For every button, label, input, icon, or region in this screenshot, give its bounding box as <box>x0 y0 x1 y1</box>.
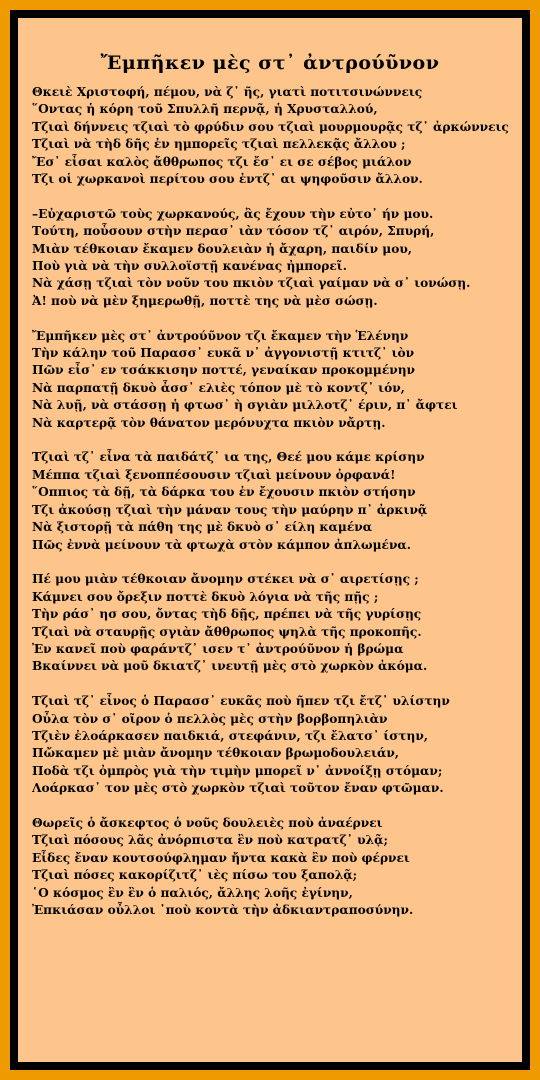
poem-line: Τζιαὶ νὰ σταυρῇς σγιὰν ἄθθρωπος ψηλὰ τῆς προκοπῆς. <box>32 624 422 639</box>
black-frame <box>10 10 530 1070</box>
stanza <box>32 84 518 188</box>
poem-line: Νὰ παρπατῇ δκυὸ ἆσσ᾽ ελιὲς τόπον μὲ τὸ κοντζ᾽ ιόν, <box>32 380 405 395</box>
poem-line: Πῶς ἐννὰ μείνουν τὰ φτωχὰ στὸν κάμπον ἀπλωμένα. <box>32 537 412 552</box>
poem-line: ῞Οντας ἡ κόρη τοῦ Σπυλλῆ περνᾷ, ἡ Χρυσταλλού, <box>32 102 378 117</box>
stanza <box>32 693 518 797</box>
poem-line: –Εὐχαριστῶ τοὺς χωρκανούς, ἂς ἔχουν τὴν εὐτο᾽ ήν μου. <box>32 206 434 221</box>
poem-line: Ἐν κανεῖ ποὺ φαράντζ᾽ ισεν τ᾽ ἀντρούῦνον ἡ βρώμα <box>32 641 404 656</box>
poem-line: Τζιαὶ τζ᾽ εἶνος ὁ Παρασσ᾽ ευκᾶς ποὺ ῆπεν τζι ἔτζ᾽ υλίστην <box>32 694 450 709</box>
poem-line: Νὰ λυῇ, νὰ στάσσῃ ἡ φτωσ᾽ ὴ σγιὰν μιλλοτζ᾽ έριν, π᾽ ἄφτει <box>32 398 458 413</box>
poem-line: Θκειὲ Χριστοφή, πέμου, νὰ ζ᾽ ῆς, γιατὶ ποτιτσινώννεις <box>32 85 423 99</box>
poem-line: Νὰ χάσῃ τζιαὶ τὸν νοῦν του πκιὸν τζιαὶ γαίμαν νὰ σ᾽ ιονώσῃ. <box>32 276 471 291</box>
poem-line: Πῶν εἶσ᾽ εν τσάκκισην ποττέ, γεναίκαν προκομμένην <box>32 363 416 378</box>
poem-line: Νὰ καρτερᾷ τὸν θάνατον μερόνυχτα πκιὸν νἄρτῃ. <box>32 415 386 430</box>
poem-line: Μιὰν τέθκοιαν ἔκαμεν δουλειὰν ἡ ἄχαρη, παιδίν μου, <box>32 241 413 256</box>
poem-page <box>18 18 522 1062</box>
poem-line: Ἀ! ποὺ νὰ μὲν ξημερωθῇ, ποττὲ της νὰ μὲσ σώσῃ. <box>32 293 378 308</box>
poem-line: Τζιαὶ δήννεις τζιαὶ τὸ φρύδιν σου τζιαὶ μουρμουρᾷς τζ᾽ ἀρκώννεις <box>32 119 509 134</box>
poem-line: Τὴν ράσ᾽ ησ σου, ὄντας τὴδ δῇς, πρέπει νὰ τῆς γυρίσῃς <box>32 607 422 622</box>
poem-line: Ἐπκιάσαν οὖλλοι ᾽ποὺ κοντὰ τὴν ἀδκιαντραποσύνην. <box>32 903 414 917</box>
poem-line: Τζι ἀκούσῃ τζιαὶ τὴν μάναν τους τὴν μαύρην π᾽ ἀρκινᾷ <box>32 502 428 517</box>
poem-line: Τὴν κάλην τοῦ Παρασσ᾽ ευκᾶ ν᾽ ἀγγονιστῇ κτιτζ᾽ ιὸν <box>32 346 415 361</box>
stanza <box>32 571 518 675</box>
poem-line: Τζιαὶ νὰ τὴδ δῆς ἐν ημπορεῖς τζιαὶ πελλεκᾷς ἄλλου ; <box>32 137 406 152</box>
poem-line: ῞Οππιος τὰ δῇ, τὰ δάρκα του ἐν ἔχουσιν πκιὸν στήσην <box>32 485 416 500</box>
poem-line: Μέππα τζιαὶ ξενοππέσουσιν τζιαὶ μείνουν ὀρφανά! <box>32 467 396 482</box>
stanza <box>32 206 518 310</box>
poem-line: Τζιαὶ πόσες κακορίζιτζ᾽ ιὲς πίσω του ξαπολᾷ; <box>32 868 358 883</box>
poem-body <box>32 84 518 937</box>
poem-title: Ἔμπῆκεν μὲς στ᾽ ἀντρούῦνον <box>100 52 440 74</box>
poem-line: Τζιὲν ἐλοάρκασεν παιδκιά, στεφάνιν, τζι ἔλατσ᾽ ίστην, <box>32 728 429 743</box>
poem-line: Ἔσ᾽ εἶσαι καλὸς ἄθθρωπος τζι ἔσ᾽ ει σε σέβος μιάλον <box>32 154 412 169</box>
poem-line: Θωρεῖς ὁ ἄσκεφτος ὁ νοῦς δουλειὲς ποὺ ἀναέρνει <box>32 815 383 830</box>
stanza <box>32 815 518 919</box>
poem-line: Ἔμπῆκεν μὲς στ᾽ ἀντρούῦνον τζι ἔκαμεν τὴν Ἑλένην <box>32 328 409 343</box>
poem-line: Λοάρκασ᾽ τον μὲς στὸ χωρκὸν τζιαὶ τοῦτον ἔναν φτῶμαν. <box>32 781 444 796</box>
poem-line: Κάμνει σου ὄρεξιν ποττὲ δκυὸ λόγια νὰ τῆς πῇς ; <box>32 589 379 604</box>
poem-line: Οὖλα τὸν σ᾽ οῖρον ὁ πελλὸς μὲς στὴν βορβοπηλιὰν <box>32 711 388 726</box>
poem-line: Πέ μου μιὰν τέθκοιαν ἄνομην στέκει νὰ σ᾽ αιρετίσῃς ; <box>32 572 419 587</box>
poem-line: Πὤκαμεν μὲ μιὰν ἄνομην τέθκοιαν βρωμοδουλειάν, <box>32 746 400 761</box>
stanza <box>32 328 518 432</box>
poem-line: Ποδὰ τζι ὀμπρὸς γιὰ τὴν τιμὴν μπορεῖ ν᾽ ἀννοίξῃ στόμαν; <box>32 763 443 778</box>
poem-line: Ποὺ γιὰ νὰ τὴν συλλοϊστῇ κανένας ἠμπορεῖ. <box>32 259 347 274</box>
poem-line: Βκαίννει νὰ μοῦ δκιατζ᾽ ινευτῇ μὲς στὸ χωρκὸν ἀκόμα. <box>32 659 428 674</box>
poem-line: Εἶδες ἔναν κουτσούφλημαν ἤντα κακὰ ἒν ποὺ φέρνει <box>32 850 410 865</box>
poem-line: Τούτη, ποὖσουν στὴν περασ᾽ ιὰν τόσον τζ᾽ αιρόν, Σπυρή, <box>32 224 435 239</box>
poem-line: Τζι οἱ χωρκανοὶ περίτου σου ἐντζ᾽ αι ψηφοῦσιν ἄλλον. <box>32 172 423 187</box>
poem-line: Τζιαὶ πόσους λᾶς ἀνόρπιστα ἒν ποὺ κατρατζ᾽ υλᾷ; <box>32 833 388 848</box>
stanza <box>32 449 518 553</box>
poem-line: Νὰ ξιστορῇ τὰ πάθη της μὲ δκυὸ σ᾽ είλη καμένα <box>32 520 373 535</box>
poem-line: Τζιαὶ τζ᾽ εἶνα τὰ παιδάτζ᾽ ια της, Θεέ μου κάμε κρίσην <box>32 450 425 465</box>
poem-line: ῾Ο κόσμος ἒν ἒν ὁ παλιός, ἄλλης λοῆς ἐγίνην, <box>32 885 353 900</box>
